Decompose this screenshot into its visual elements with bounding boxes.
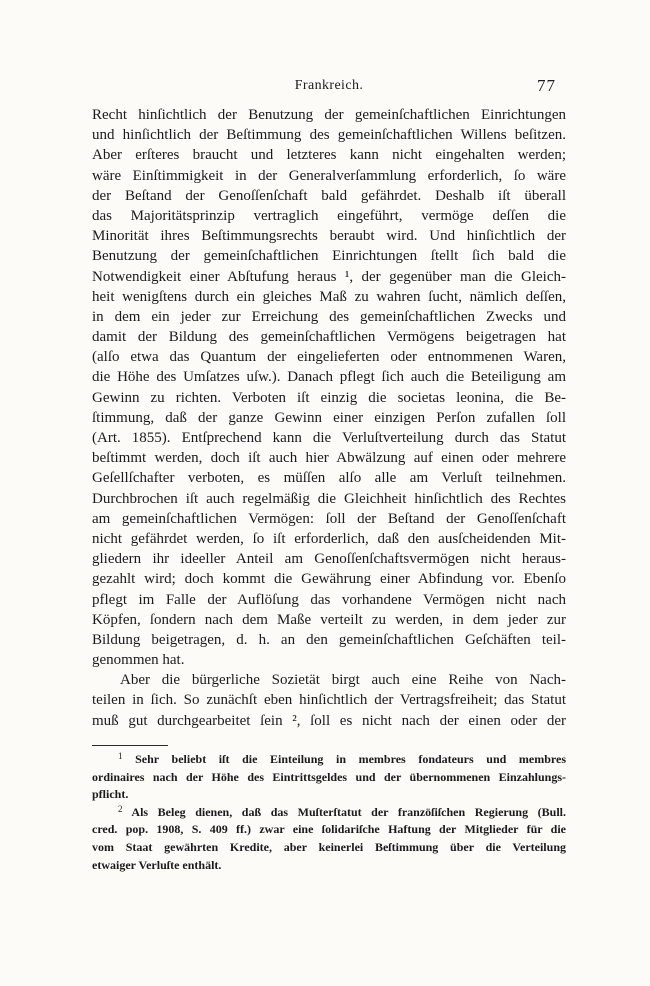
text-line: in dem ein jeder zur Erreichung des gemeinſchaftlichen Zwecks und	[92, 308, 566, 325]
text-line: heit wenigſtens durch ein gleiches Maß zu wahren ſucht, nämlich deſſen,	[92, 288, 566, 305]
text-line: die Höhe des Umſatzes uſw.). Danach pflegt ſich auch die Beteiligung am	[92, 369, 566, 386]
text-line: Aber die bürgerliche Sozietät birgt auch eine Reihe von Nach-	[120, 672, 566, 689]
text-line: und hinſichtlich der Beſtimmung des gemeinſchaftlichen Willens beſitzen.	[92, 127, 566, 144]
text-line: Recht hinſichtlich der Benutzung der gemeinſchaftlichen Einrichtungen	[92, 107, 566, 123]
footnote-marker: 2	[118, 803, 123, 814]
text-line: Köpfen, ſondern nach dem Maße verteilt zu werden, in dem jeder zur	[92, 611, 566, 628]
footnote-line: vom Staat gewährten Kredite, aber keinerlei Beſtimmung über die Verteilung	[92, 839, 566, 854]
footnote-line	[92, 751, 566, 769]
text-line: Durchbrochen iſt auch regelmäßig die Gleichheit hinſichtlich des Rechtes	[92, 490, 566, 507]
text-line: Benutzung der gemeinſchaftlichen Einrichtungen ſtellt ſich bald die	[92, 248, 566, 265]
text-line: teilen in ſich. So zunächſt eben hinſichtlich der Vertragsfreiheit; das Statut	[92, 692, 566, 709]
text-line: (Art. 1855). Entſprechend kann die Verluſtverteilung durch das Statut	[92, 430, 566, 446]
text-line: beſtimmt werden, doch iſt auch hier Abwälzung auf einen oder mehrere	[92, 450, 566, 467]
text-line: Notwendigkeit einer Abſtufung heraus ¹, der gegenüber man die Gleich-	[92, 268, 566, 285]
footnote	[92, 804, 566, 874]
footnotes	[92, 751, 566, 874]
footnote-text: Sehr beliebt iſt die Einteilung in membres fondateurs und membres	[135, 752, 566, 766]
text-line: Minorität ihres Beſtimmungsrechts beraubt wird. Und hinſichtlich der	[92, 228, 566, 245]
footnote-marker: 1	[118, 751, 123, 761]
page-number: 77	[537, 76, 556, 95]
footnote-text: Als Beleg dienen, daß das Muſterſtatut der franzöſiſchen Regierung (Bull.	[131, 804, 566, 819]
text-line: ſtimmung, daß der ganze Gewinn einer einzigen Perſon zufallen ſoll	[92, 409, 566, 426]
text-line: das Majoritätsprinzip vertraglich eingeführt, vermöge deſſen die	[92, 207, 566, 224]
text-line: Gewinn zu richten. Verboten iſt einzig die societas leonina, die Be-	[92, 389, 566, 406]
text-line: am gemeinſchaftlichen Vermögen: ſoll der Beſtand der Genoſſenſchaft	[92, 510, 566, 527]
text-line: Geſellſchafter verboten, es müſſen alſo alle am Verluſt teilnehmen.	[92, 470, 566, 487]
paragraph	[92, 670, 566, 731]
text-line: wäre Einſtimmigkeit in der Generalverſammlung erforderlich, ſo wäre	[92, 167, 566, 184]
paragraph	[92, 105, 566, 670]
text-line: damit der Bildung des gemeinſchaftlichen Vermögens beigetragen hat	[92, 329, 566, 346]
text-line: genommen hat.	[92, 652, 185, 669]
text-line: muß gut durchgearbeitet ſein ², ſoll es nicht nach der einen oder der	[92, 712, 566, 729]
footnote-line: pflicht.	[92, 787, 129, 802]
footnote-line: ordinaires nach der Höhe des Eintrittsgeldes und der übernommenen Einzahlungs-	[92, 769, 566, 784]
text-line: gezahlt wird; doch kommt die Gewährung einer Abfindung vor. Ebenſo	[92, 571, 566, 588]
footnote	[92, 751, 566, 804]
footnote-line: cred. pop. 1908, S. 409 ff.) zwar eine ſolidariſche Haftung der Mitglieder für die	[92, 822, 566, 837]
text-line: pflegt im Falle der Auflöſung das vorhandene Vermögen nicht nach	[92, 591, 566, 608]
footnote-rule	[92, 745, 168, 746]
text-line: Bildung beigetragen, d. h. an den gemeinſchaftlichen Geſchäften teil-	[92, 631, 566, 648]
page-header	[92, 76, 566, 96]
text-line: (alſo etwa das Quantum der eingelieferten oder entnommenen Waren,	[92, 349, 566, 366]
footnote-line: etwaiger Verluſte enthält.	[92, 857, 222, 872]
running-title: Frankreich.	[294, 78, 364, 93]
text-line: nicht gefährdet werden, ſo iſt erforderlich, daß den ausſcheidenden Mit-	[92, 530, 566, 547]
footnote-line	[92, 804, 566, 822]
text-line: Aber erſteres braucht und letzteres kann nicht eingehalten werden;	[92, 147, 566, 164]
text-line: gliedern ihr ideeller Anteil am Genoſſenſchaftsvermögen nicht heraus-	[92, 551, 566, 568]
main-text	[92, 105, 566, 731]
text-line: der Beſtand der Genoſſenſchaft bald gefährdet. Deshalb iſt überall	[92, 187, 566, 204]
